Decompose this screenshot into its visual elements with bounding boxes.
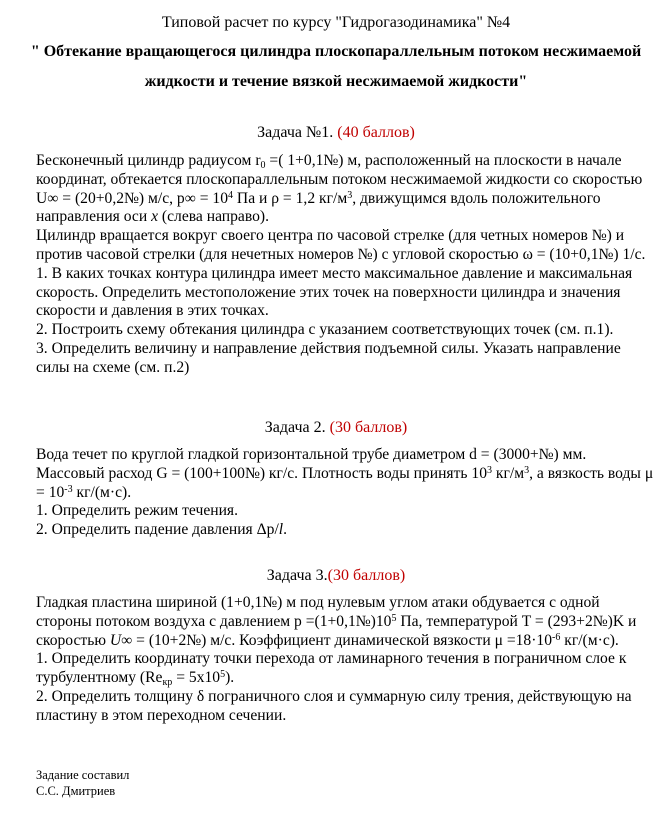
task3-title [0,566,672,586]
task1-title-text: Задача №1. [257,124,338,141]
text-run: = 5x10 [172,669,221,687]
superscript: 4 [228,189,234,201]
task3-question1 [36,650,658,688]
length-symbol: l [278,521,284,539]
subscript: 0 [260,160,266,171]
task1-body [36,152,658,378]
task3-paragraph1 [36,594,658,650]
task1-question2: 2. Построить схему обтекания цилиндра с указанием соответствующих точек (см. п.1). [36,321,614,339]
task1-title [0,123,672,143]
author-name: С.С. Дмитриев [36,784,116,798]
text-run: кг/(м·с). [72,483,132,501]
text-run: 2. Определить падение давления Δp/ [36,521,279,539]
superscript: 3 [524,464,530,476]
text-run: Па и ρ = 1,2 кг/м [233,189,348,207]
text-run: кг/м [492,464,525,482]
task3-question2: 2. Определить толщину δ пограничного слоя и суммарную силу трения, действующую на пластину в этом переходном сечении. [36,687,632,724]
task2-points: (30 баллов) [329,419,408,436]
text-run: кг/(м·с). [560,631,619,649]
text-run: Гладкая пластина шириной (1+0,1№) м под нулевым углом атаки обдувается с одной стороны потоком воздуха с давлением p =(1+0,1№)10 [36,594,600,630]
superscript: -6 [552,631,561,643]
superscript: 5 [220,669,226,681]
task3-title-text: Задача 3. [266,567,328,584]
text-run: , а вязкость воды μ = 10 [36,464,654,501]
topic-title-line2: жидкости и течение вязкой несжимаемой жидкости" [144,73,528,90]
text-run: Па, температурой T = (293+2№)K и скоростью [36,612,637,649]
superscript: 3 [487,464,492,476]
text-run: =( 1+0,1№) м, расположенный на плоскости в начале координат, обтекается плоскопараллельным потоком несжимаемой жидкости со скоростью U∞ = (20+0,2№) м/с, p∞ = 10 [36,152,643,207]
text-run: 1. Определить координату точки перехода от ламинарного течения в пограничном слое к турбулентному (Re [36,650,627,687]
task2-title [0,418,672,438]
superscript: 3 [347,189,353,201]
task2-body [36,446,658,540]
task1-paragraph1 [36,152,658,227]
text-run: (слева направо). [158,208,269,226]
superscript: -3 [64,483,73,495]
text-run: . [283,521,288,539]
task1-question1: 1. В каких точках контура цилиндра имеет место максимальное давление и максимальная скорость. Определить местоположение этих точек на поверхности цилиндра и значения скорости и давления в этих точках. [36,264,633,320]
task1-points: (40 баллов) [337,124,415,141]
task2-question2 [36,521,658,540]
task3-body [36,594,658,726]
author-block [36,767,129,799]
author-label: Задание составил [36,768,130,782]
task1-question3: 3. Определить величину и направление действия подъемной силы. Указать направление силы на схеме (см. п.2) [36,339,621,376]
task3-points: (30 баллов) [327,567,406,584]
task1-paragraph2: Цилиндр вращается вокруг своего центра по часовой стрелке (для четных номеров №) и против часовой стрелки (для нечетных номеров №) с угловой скоростью ω = (10+0,1№) 1/с. [36,227,646,263]
task2-paragraph1 [36,446,658,502]
axis-symbol: x [151,208,159,226]
text-run: , движущимся вдоль положительного направления оси [36,189,601,226]
task2-question1: 1. Определить режим течения. [36,502,238,520]
topic-title-line1: " Обтекание вращающегося цилиндра плоскопараллельным потоком несжимаемой [30,43,642,60]
subscript: кр [162,677,173,689]
text-run: ). [225,669,235,687]
velocity-symbol: U [109,631,122,649]
text-run: Вода течет по круглой гладкой горизонтальной трубе диаметром d = (3000+№) мм. Массовый расход G = (100+100№) кг/с. Плотность воды принять 10 [36,446,587,482]
superscript: 5 [391,612,397,624]
course-title: Типовой расчет по курсу "Гидрогазодинамика" №4 [161,14,511,31]
text-run: Бесконечный цилиндр радиусом r [36,152,261,169]
text-run: ∞ = (10+2№) м/с. Коэффициент динамической вязкости μ =18·10 [121,631,553,649]
task2-title-text: Задача 2. [264,419,330,436]
